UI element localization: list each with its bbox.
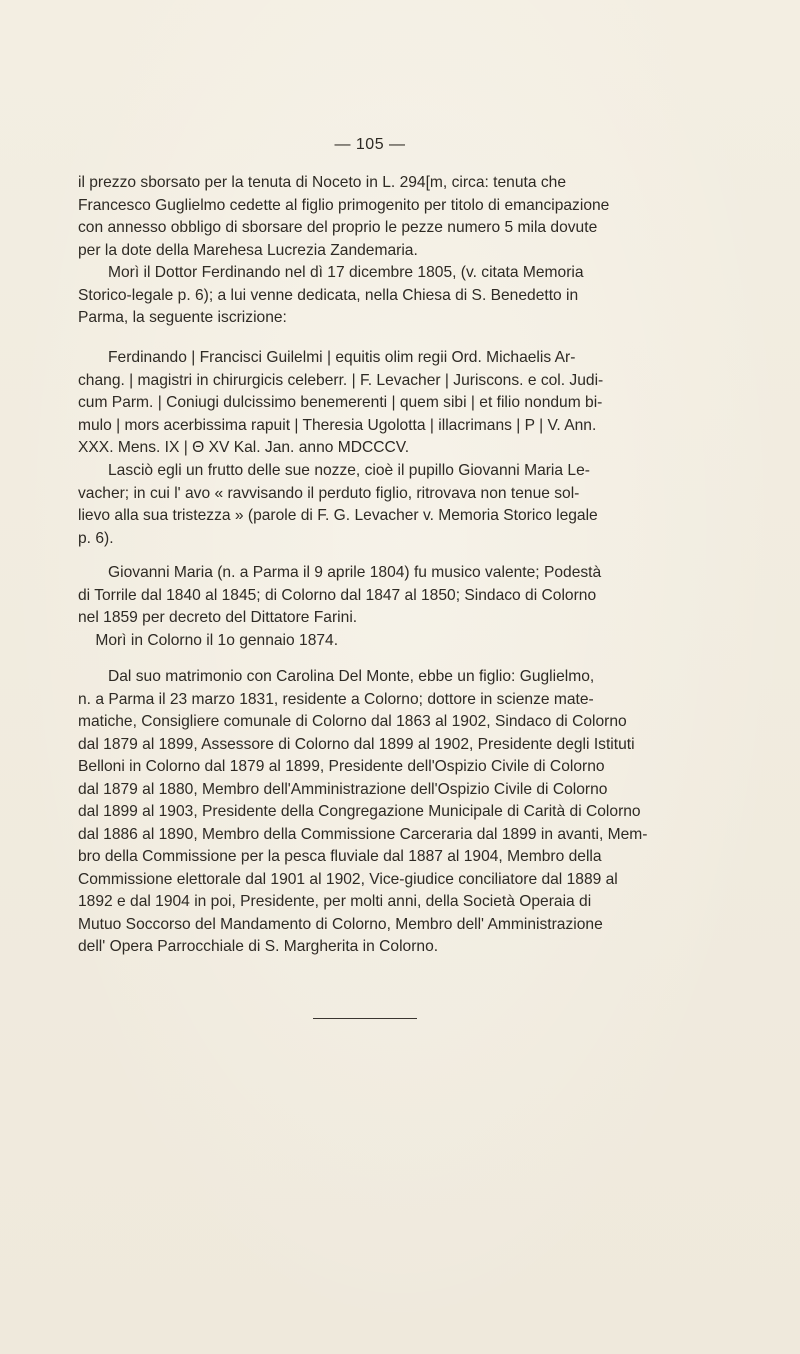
text-line: p. 6). xyxy=(78,529,114,547)
text-line: Mutuo Soccorso del Mandamento di Colorno, Membro dell' Amministrazione xyxy=(78,915,603,933)
text-line: lievo alla sua tristezza » (parole di F. G. Levacher v. Memoria Storico legale xyxy=(78,507,598,524)
paragraph xyxy=(78,562,668,652)
page-number: — 105 — xyxy=(334,136,406,153)
text-line: XXX. Mens. IX | Θ XV Kal. Jan. anno MDCCCV. xyxy=(78,439,410,456)
text-line: dal 1899 al 1903, Presidente della Congregazione Municipale di Carità di Colorno xyxy=(78,803,641,820)
text-line: bro della Commissione per la pesca fluviale dal 1887 al 1904, Membro della xyxy=(78,848,602,865)
text-line: dal 1879 al 1880, Membro dell'Amministrazione dell'Ospizio Civile di Colorno xyxy=(78,780,608,798)
text-line: chang. | magistri in chirurgicis celeberr. | F. Levacher | Juriscons. e col. Judi- xyxy=(78,371,604,389)
text-line: n. a Parma il 23 marzo 1831, residente a Colorno; dottore in scienze mate- xyxy=(78,690,594,708)
text-line: di Torrile dal 1840 al 1845; di Colorno dal 1847 al 1850; Sindaco di Colorno xyxy=(78,586,597,604)
paragraph xyxy=(78,666,668,959)
text-line: con annesso obbligo di sborsare del proprio le pezze numero 5 mila dovute xyxy=(78,219,598,236)
text-line: il prezzo sborsato per la tenuta di Noceto in L. 294[m, circa: tenuta che xyxy=(78,174,567,191)
paragraph xyxy=(78,262,668,330)
end-rule xyxy=(313,1018,417,1019)
text-line: dal 1886 al 1890, Membro della Commissione Carceraria dal 1899 in avanti, Mem- xyxy=(78,825,648,843)
paragraph xyxy=(78,172,668,262)
text-line: Belloni in Colorno dal 1879 al 1899, Presidente dell'Ospizio Civile di Colorno xyxy=(78,758,605,775)
text-line: Morì il Dottor Ferdinando nel dì 17 dicembre 1805, (v. citata Memoria xyxy=(108,264,584,281)
text-line: Dal suo matrimonio con Carolina Del Monte, ebbe un figlio: Guglielmo, xyxy=(108,668,595,685)
text-line: Storico-legale p. 6); a lui venne dedicata, nella Chiesa di S. Benedetto in xyxy=(78,286,579,304)
paragraph-inscription xyxy=(78,347,668,460)
text-line: dal 1879 al 1899, Assessore di Colorno dal 1899 al 1902, Presidente degli Istituti xyxy=(78,735,635,753)
text-line: Morì in Colorno il 1o gennaio 1874. xyxy=(78,631,339,649)
text-line: Ferdinando | Francisci Guilelmi | equitis olim regii Ord. Michaelis Ar- xyxy=(108,349,576,366)
text-line: Francesco Guglielmo cedette al figlio primogenito per titolo di emancipazione xyxy=(78,196,610,214)
text-line: Commissione elettorale dal 1901 al 1902, Vice-giudice conciliatore dal 1889 al xyxy=(78,870,618,888)
paragraph xyxy=(78,460,668,550)
text-line: matiche, Consigliere comunale di Colorno dal 1863 al 1902, Sindaco di Colorno xyxy=(78,713,627,730)
text-line: 1892 e dal 1904 in poi, Presidente, per molti anni, della Società Operaia di xyxy=(78,893,592,910)
text-line: Parma, la seguente iscrizione: xyxy=(78,309,287,326)
text-line: nel 1859 per decreto del Dittatore Farini. xyxy=(78,609,358,626)
text-line: dell' Opera Parrocchiale di S. Margherita in Colorno. xyxy=(78,938,439,955)
text-line: Giovanni Maria (n. a Parma il 9 aprile 1804) fu musico valente; Podestà xyxy=(108,564,602,581)
text-line: mulo | mors acerbissima rapuit | Theresia Ugolotta | illacrimans | P | V. Ann. xyxy=(78,416,597,434)
text-line: vacher; in cui l' avo « ravvisando il perduto figlio, ritrovava non tenue sol- xyxy=(78,484,580,502)
text-line: cum Parm. | Coniugi dulcissimo benemerenti | quem sibi | et filio nondum bi- xyxy=(78,394,603,411)
text-line: Lasciò egli un frutto delle sue nozze, cioè il pupillo Giovanni Maria Le- xyxy=(108,462,590,479)
text-line: per la dote della Marehesa Lucrezia Zandemaria. xyxy=(78,241,418,259)
